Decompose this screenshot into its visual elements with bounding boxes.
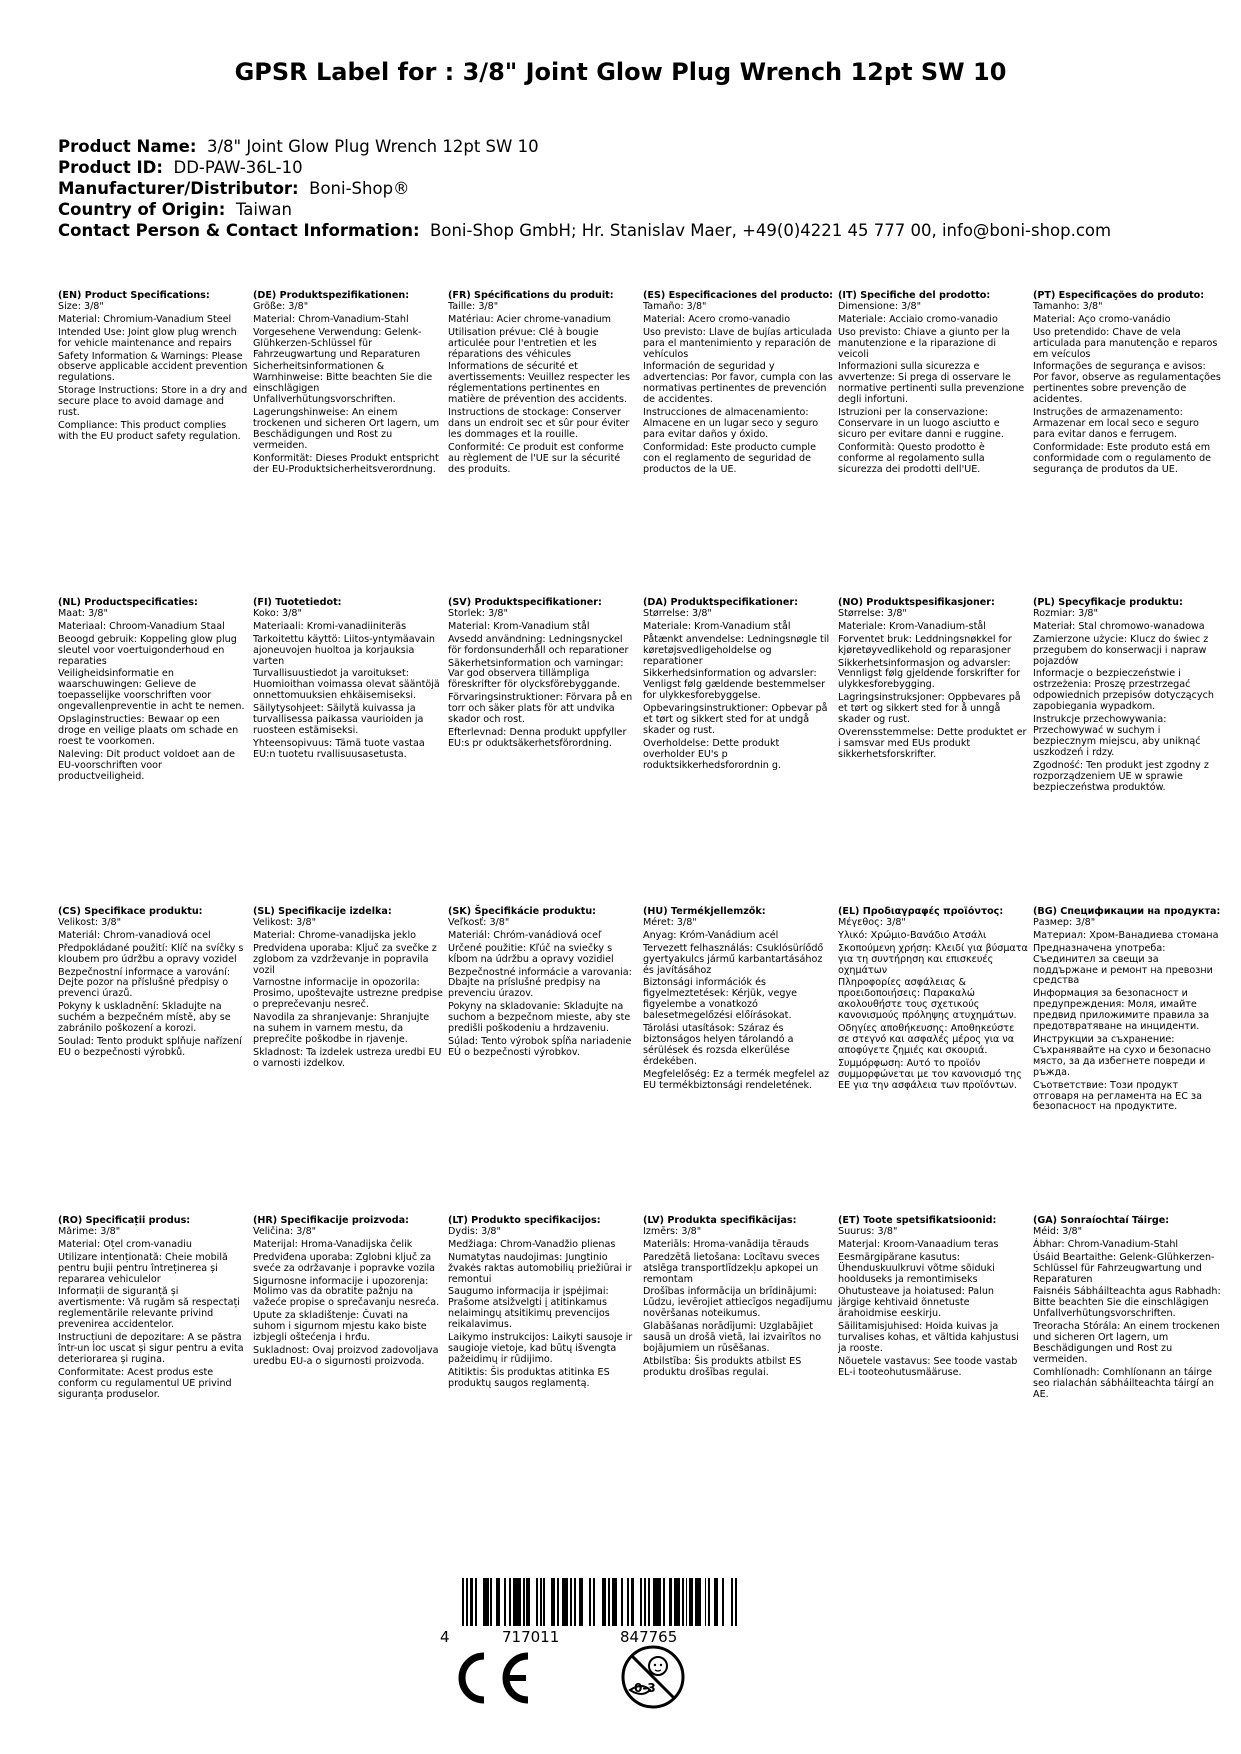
product-id-label: Product ID: [58, 158, 163, 177]
spec-item: Størrelse: 3/8" [643, 607, 712, 619]
barcode-digits [440, 1626, 739, 1646]
spec-block [448, 598, 638, 752]
spec-item: Numatytas naudojimas: Jungtinio žvakės raktas automobilių priežiūrai ir remontui [448, 1251, 632, 1285]
barcode-digits-left: 717011 [502, 1628, 560, 1646]
spec-item: Efterlevnad: Denna produkt uppfyller EU:s pr oduktsäkerhetsförordning. [448, 726, 627, 749]
spec-item: Konformität: Dieses Produkt entspricht der EU-Produktsicherheitsverordnung. [253, 452, 439, 475]
product-info [58, 136, 1111, 241]
spec-block-title: (HR) Specifikacije proizvoda: [253, 1215, 409, 1226]
spec-item: Soulad: Tento produkt splňuje nařízení EU o bezpečnosti výrobků. [58, 1035, 242, 1058]
spec-item: Съответствие: Този продукт отговаря на регламента на ЕС за безопасност на продуктите. [1033, 1079, 1202, 1113]
contact-value: Boni-Shop GmbH; Hr. Stanislav Maer, +49(0)4221 45 777 00, info@boni-shop.com [430, 221, 1112, 240]
product-name-value: 3/8" Joint Glow Plug Wrench 12pt SW 10 [206, 137, 539, 156]
spec-item: Материал: Хром-Ванадиева стомана [1033, 929, 1219, 941]
barcode-bar [737, 1578, 739, 1626]
spec-block-title: (NL) Productspecificaties: [58, 597, 198, 608]
spec-block [58, 291, 248, 445]
spec-item: Σκοπούμενη χρήση: Κλειδί για βύσματα για τη συντήρηση και επισκευές οχημάτων [838, 942, 1028, 976]
spec-item: Sukladnost: Ovaj proizvod zadovoljava uredbu EU-a o sigurnosti proizvoda. [253, 1344, 439, 1367]
spec-item: Material: Acero cromo-vanadio [643, 313, 791, 325]
manufacturer-row [58, 178, 1111, 199]
spec-block [1033, 598, 1223, 795]
spec-item: Předpokládané použití: Klíč na svíčky s kloubem pro údržbu a opravy vozidel [58, 942, 244, 965]
contact-label: Contact Person & Contact Information: [58, 221, 420, 240]
spec-item: Varnostne informacije in opozorila: Prosimo, upoštevajte ustrezne predpise o preprečevanju nesreč. [253, 977, 443, 1011]
spec-item: Izmērs: 3/8" [643, 1225, 702, 1237]
spec-block [1033, 291, 1223, 478]
barcode-bar [595, 1578, 603, 1626]
spec-item: Overholdelse: Dette produkt overholder EU's p roduktsikkerhedsforordnin g. [643, 737, 782, 771]
spec-item: Zamierzone użycie: Klucz do świec z przegubem do konserwacji i napraw pojazdów [1033, 633, 1209, 667]
spec-item: Инструкции за съхранение: Съхранявайте на сухо и безопасно място, за да избегнете повреди и ръжда. [1033, 1033, 1211, 1078]
spec-item: Säilitamisjuhised: Hoida kuivas ja turvalises kohas, et vältida kahjustusi ja rooste. [838, 1321, 1019, 1354]
spec-item: Lagerungshinweise: An einem trockenen und sicheren Ort lagern, um Beschädigungen und Rost zu vermeiden. [253, 407, 440, 451]
spec-item: Overensstemmelse: Dette produktet er i samsvar med EUs produkt sikkerhetsforskrifter. [838, 726, 1027, 760]
spec-item: Vorgesehene Verwendung: Gelenk-Glühkerzen-Schlüssel für Fahrzeugwartung und Reparaturen [253, 326, 422, 360]
spec-block [838, 907, 1028, 1094]
spec-item: Compliance: This product complies with the EU product safety regulation. [58, 419, 241, 442]
barcode-bars [462, 1578, 739, 1626]
spec-item: Méid: 3/8" [1033, 1225, 1083, 1237]
spec-block-title: (BG) Спецификации на продукта: [1033, 906, 1221, 917]
spec-item: Instrukcje przechowywania: Przechowywać w suchym i bezpiecznym miejscu, aby uniknąć uszkodzeń i rdzy. [1033, 714, 1201, 758]
spec-item: Naleving: Dit product voldoet aan de EU-voorschriften voor productveiligheid. [58, 748, 235, 782]
age-warning-0-3-icon [620, 1644, 686, 1714]
spec-item: Laikymo instrukcijos: Laikyti sausoje ir saugioje vietoje, kad būtų išvengta pažeidimų ir rūdijimo. [448, 1332, 633, 1365]
spec-item: Materijal: Hroma-Vanadijska čelik [253, 1238, 413, 1250]
spec-item: Uso previsto: Chiave a giunto per la manutenzione e la riparazione di veicoli [838, 326, 1010, 360]
spec-item: Navodila za shranjevanje: Shranjujte na suhem in varnem mestu, da preprečite poškodbe in rjavenje. [253, 1012, 430, 1045]
ce-mark-icon [448, 1650, 532, 1710]
spec-item: Koko: 3/8" [253, 607, 302, 619]
spec-block-title: (ET) Toote spetsifikatsioonid: [838, 1215, 997, 1226]
spec-item: Säilytysohjeet: Säilytä kuivassa ja turvallisessa paikassa vaurioiden ja ruosteen estämiseksi. [253, 703, 424, 736]
spec-item: Beoogd gebruik: Koppeling glow plug sleutel voor voertuigonderhoud en reparaties [58, 633, 237, 667]
spec-item: Conformità: Questo prodotto è conforme al regolamento sulla sicurezza dei prodotti dell'UE. [838, 441, 985, 475]
spec-item: Opslaginstructies: Bewaar op een droge en veilige plaats om schade en roest te voorkomen. [58, 714, 239, 747]
spec-item: Size: 3/8" [58, 300, 104, 312]
spec-item: Informations de sécurité et avertissements: Veuillez respecter les réglementations pertinentes en matière de prévention des accidents. [448, 361, 631, 406]
country-value: Taiwan [235, 200, 292, 219]
spec-block [253, 291, 443, 478]
product-name-row [58, 136, 1111, 157]
spec-block [643, 907, 833, 1094]
barcode-digits-right: 847765 [620, 1628, 678, 1646]
spec-item: Πληροφορίες ασφάλειας & προειδοποιήσεις: Παρακαλώ ακολουθήστε τους σχετικούς κανονισμούς πρόληψης ατυχημάτων. [838, 977, 1017, 1022]
spec-item: Comhlíonadh: Comhlíonann an táirge seo rialachán sábháilteachta táirgí an AE. [1033, 1366, 1214, 1400]
spec-item: Safety Information & Warnings: Please observe applicable accident prevention regulations. [58, 350, 248, 384]
spec-item: Ábhar: Chrom-Vanadium-Stahl [1033, 1238, 1179, 1250]
country-row [58, 199, 1111, 220]
spec-item: Atitiktis: Šis produktas atitinka ES produktų saugos reglamentą. [448, 1366, 610, 1389]
product-id-value: DD-PAW-36L-10 [173, 158, 303, 177]
spec-item: Størrelse: 3/8" [838, 607, 907, 619]
spec-item: Uso previsto: Llave de bujías articulada para el mantenimiento y reparación de vehículos [643, 326, 833, 360]
spec-item: Drošības informācija un brīdinājumi: Lūdzu, ievērojiet attiecīgos negadījumu novēršanas noteikumus. [643, 1286, 833, 1320]
spec-block-title: (SK) Špecifikácie produktu: [448, 906, 597, 917]
product-id-row [58, 157, 1111, 178]
spec-block-title: (NO) Produktspesifikasjoner: [838, 597, 995, 608]
spec-item: Matériau: Acier chrome-vanadium [448, 313, 612, 325]
spec-block [643, 291, 833, 478]
spec-item: Materiale: Krom-Vanadium stål [643, 620, 791, 632]
spec-item: Opbevaringsinstruktioner: Opbevar på et tørt og sikkert sted for at undgå skader og rust. [643, 703, 828, 736]
spec-item: Materiāls: Hroma-vanādija tērauds [643, 1238, 810, 1250]
spec-block [643, 1216, 833, 1381]
spec-item: Material: Krom-Vanadium stål [448, 620, 590, 632]
svg-text:0-3: 0-3 [634, 1681, 656, 1695]
spec-block [448, 291, 638, 478]
spec-item: Materiale: Krom-Vanadium-stål [838, 620, 986, 632]
spec-item: Paredzētā lietošana: Locītavu sveces atslēga transportlīdzekļu apkopei un remontam [643, 1251, 820, 1285]
spec-item: Materiaali: Kromi-vanadiiniteräs [253, 620, 407, 632]
spec-block [1033, 1216, 1223, 1403]
spec-block-title: (SV) Produktspecifikationer: [448, 597, 602, 608]
barcode [440, 1578, 739, 1646]
spec-item: Conformité: Ce produit est conforme au règlement de l'UE sur la sécurité des produits. [448, 441, 624, 475]
spec-item: Materiaal: Chroom-Vanadium Staal [58, 620, 225, 632]
spec-item: Material: Oțel crom-vanadiu [58, 1238, 192, 1250]
spec-item: Eesmärgipärane kasutus: Ühenduskuulkruvi võtme sõiduki hoolduseks ja remontimiseks [838, 1251, 995, 1285]
spec-block-title: (DE) Produktspezifikationen: [253, 290, 410, 301]
spec-item: Instructions de stockage: Conserver dans un endroit sec et sûr pour éviter les dommages et la rouille. [448, 407, 630, 440]
spec-item: Información de seguridad y advertencias: Por favor, cumpla con las normativas pertinentes de prevención de accidentes. [643, 361, 833, 406]
spec-item: Lagringsinstruksjoner: Oppbevares på et tørt og sikkert sted for å unngå skader og rust. [838, 692, 1021, 726]
spec-block-title: (GA) Sonraíochtaí Táirge: [1033, 1215, 1170, 1226]
spec-block-title: (IT) Specifiche del prodotto: [838, 290, 991, 301]
spec-item: Veličina: 3/8" [253, 1225, 317, 1237]
spec-block [1033, 907, 1223, 1115]
spec-item: Glabāšanas norādījumi: Uzglabājiet sausā un drošā vietā, lai izvairītos no bojājumiem un rūsēšanas. [643, 1321, 822, 1354]
spec-item: Material: Chrome-vanadijska jeklo [253, 929, 416, 941]
spec-block-title: (EN) Product Specifications: [58, 290, 210, 301]
spec-item: Instrucciones de almacenamiento: Almacene en un lugar seco y seguro para evitar daños y óxido. [643, 407, 819, 440]
contact-row [58, 220, 1111, 241]
spec-item: Velikost: 3/8" [253, 916, 317, 928]
spec-item: Информация за безопасност и предупреждения: Моля, имайте предвид приложимите правила за предотвратяване на инциденти. [1033, 988, 1210, 1033]
spec-item: Atbilstība: Šis produkts atbilst ES produktu drošības regulai. [643, 1355, 802, 1378]
spec-item: Intended Use: Joint glow plug wrench for vehicle maintenance and repairs [58, 326, 237, 349]
spec-item: Anyag: Króm-Vanádium acél [643, 929, 779, 941]
spec-item: Biztonsági információk és figyelmeztetések: Kérjük, vegye figyelembe a vonatkozó balesetmegelőzési előírásokat. [643, 977, 798, 1022]
spec-item: Instruções de armazenamento: Armazenar em local seco e seguro para evitar danos e ferrugem. [1033, 407, 1199, 440]
spec-item: Tarkoitettu käyttö: Liitos-yntymäavain ajoneuvojen huoltoa ja korjauksia varten [253, 633, 435, 667]
spec-item: Materiál: Chrom-vanadiová ocel [58, 929, 211, 941]
spec-item: Materiał: Stal chromowo-wanadowa [1033, 620, 1205, 632]
spec-item: Forventet bruk: Leddningsnøkkel for kjøretøyvedlikehold og reparasjoner [838, 633, 1012, 656]
spec-item: Úsáid Beartaithe: Gelenk-Glühkerzen-Schlüssel für Fahrzeugwartung und Reparaturen [1033, 1251, 1215, 1285]
spec-block-title: (CS) Specifikace produktu: [58, 906, 203, 917]
country-label: Country of Origin: [58, 200, 226, 219]
spec-item: Storlek: 3/8" [448, 607, 508, 619]
spec-item: Predviđena uporaba: Zglobni ključ za svećе za održavanje i popravke vozila [253, 1251, 436, 1274]
spec-item: Informazioni sulla sicurezza e avvertenze: Si prega di osservare le normative pertinenti sulla prevenzione degli infortuni. [838, 361, 1025, 406]
spec-item: Συμμόρφωση: Αυτό το προϊόν συμμορφώνεται με τον κανονισμό της ΕΕ για την ασφάλεια των προϊόντων. [838, 1057, 1022, 1091]
spec-block [253, 598, 443, 763]
spec-item: Velikost: 3/8" [58, 916, 122, 928]
spec-item: Treoracha Stórála: An einem trockenen und sicheren Ort lagern, um Beschädigungen und Rost zu vermeiden. [1033, 1321, 1220, 1365]
spec-item: Предназначена употреба: Съединител за свещи за поддържане и ремонт на превозни средства [1033, 942, 1213, 987]
spec-item: Förvaringsinstruktioner: Förvara på en torr och säker plats för att undvika skador och rost. [448, 692, 633, 726]
spec-item: Tárolási utasítások: Száraz és biztonságos helyen tárolandó a sérülések és rozsda elkerülése érdekében. [643, 1023, 794, 1067]
spec-item: Bezpečnostní informace a varování: Dejte pozor na příslušné předpisy o prevenci úrazů. [58, 966, 231, 1000]
spec-item: Taille: 3/8" [448, 300, 499, 312]
spec-item: Sikkerhedsinformation og advarsler: Venligst følg gældende bestemmelser for ulykkesforebyggelse. [643, 668, 826, 702]
spec-item: Οδηγίες αποθήκευσης: Αποθηκεύστε σε στεγνό και ασφαλές μέρος για να αποφύγετε ζημιές και σκουριά. [838, 1023, 1015, 1056]
spec-item: Größe: 3/8" [253, 300, 309, 312]
spec-item: Yhteensopivuus: Tämä tuote vastaa EU:n tuotetu rvallisuusasetusta. [253, 737, 425, 760]
spec-block [448, 1216, 638, 1392]
spec-item: Tamanho: 3/8" [1033, 300, 1103, 312]
spec-block-title: (EL) Προδιαγραφές προϊόντος: [838, 906, 1004, 917]
spec-item: Conformidad: Este producto cumple con el reglamento de seguridad de productos de la UE. [643, 441, 816, 475]
spec-item: Material: Chromium-Vanadium Steel [58, 313, 232, 325]
spec-item: Utilizare intenționată: Cheie mobilă pentru bujii pentru întreținerea și repararea vehiculelor [58, 1251, 228, 1285]
spec-item: Dydis: 3/8" [448, 1225, 501, 1237]
spec-block-title: (HU) Termékjellemzők: [643, 906, 766, 917]
spec-item: Materiale: Acciaio cromo-vanadio [838, 313, 998, 325]
spec-block [253, 907, 443, 1072]
spec-block-title: (LT) Produkto specifikacijos: [448, 1215, 601, 1226]
spec-item: Informacje o bezpieczeństwie i ostrzeżenia: Proszę przestrzegać odpowiednich przepisów dotyczących zapobiegania wypadkom. [1033, 668, 1214, 713]
spec-item: Material: Aço cromo-vanádio [1033, 313, 1171, 325]
product-name-label: Product Name: [58, 137, 197, 156]
spec-item: Material: Chrom-Vanadium-Stahl [253, 313, 409, 325]
spec-block [448, 907, 638, 1061]
manufacturer-value: Boni-Shop® [309, 179, 410, 198]
spec-item: Istruzioni per la conservazione: Conservare in un luogo asciutto e sicuro per evitare danni e ruggine. [838, 407, 1004, 440]
manufacturer-label: Manufacturer/Distributor: [58, 179, 299, 198]
spec-item: Upute za skladištenje: Čuvati na suhom i sigurnom mjestu kako biste izbjegli oštećenja i hrđu. [253, 1310, 427, 1344]
spec-item: Informații de siguranță și avertismente: Vă rugăm să respectați reglementările relevante privind prevenirea accidentelor. [58, 1286, 240, 1331]
spec-block-title: (PL) Specyfikacje produktu: [1033, 597, 1183, 608]
spec-item: Sigurnosne informacije i upozorenja: Molimo vas da obratite pažnju na važeće propise o sprečavanju nesreća. [253, 1275, 440, 1309]
spec-item: Suurus: 3/8" [838, 1225, 898, 1237]
spec-item: Materjal: Kroom-Vanaadium teras [838, 1238, 999, 1250]
spec-block-title: (PT) Especificações do produto: [1033, 290, 1205, 301]
spec-item: Mărime: 3/8" [58, 1225, 121, 1237]
spec-block-title: (ES) Especificaciones del producto: [643, 290, 834, 301]
spec-item: Ohutusteave ja hoiatused: Palun järgige kehtivaid õnnetuste ärahoidmise eeskirju. [838, 1286, 994, 1320]
spec-item: Zgodność: Ten produkt jest zgodny z rozporządzeniem UE w sprawie bezpieczeństwa produktów. [1033, 759, 1209, 793]
spec-item: Veľkosť: 3/8" [448, 916, 510, 928]
spec-item: Maat: 3/8" [58, 607, 108, 619]
barcode-digit-first: 4 [440, 1628, 450, 1646]
spec-item: Pokyny na skladovanie: Skladujte na suchom a bezpečnom mieste, aby ste predišli poškodeniu a hrdzaveniu. [448, 1001, 631, 1035]
spec-item: Rozmiar: 3/8" [1033, 607, 1098, 619]
spec-block [253, 1216, 443, 1370]
barcode-bar [513, 1578, 521, 1626]
spec-block-title: (FI) Tuotetiedot: [253, 597, 342, 608]
spec-block-title: (RO) Specificații produs: [58, 1215, 191, 1226]
barcode-bar [724, 1578, 732, 1626]
spec-item: Размер: 3/8" [1033, 916, 1096, 928]
spec-item: Utilisation prévue: Clé à bougie articulée pour l'entretien et les réparations des véhicules [448, 326, 599, 360]
page-title: GPSR Label for : 3/8" Joint Glow Plug Wrench 12pt SW 10 [234, 58, 1007, 86]
spec-item: Säkerhetsinformation och varningar: Var god observera tillämpliga föreskrifter för olycksförebyggande. [448, 657, 624, 691]
spec-item: Uso pretendido: Chave de vela articulada para manutenção e reparos em veículos [1033, 326, 1218, 360]
spec-item: Megfelelőség: Ez a termék megfelel az EU termékbiztonsági rendeletének. [643, 1068, 830, 1091]
spec-block [58, 907, 248, 1061]
spec-block [643, 598, 833, 774]
spec-block [838, 291, 1028, 478]
spec-item: Turvallisuustiedot ja varoitukset: Huomioithan voimassa olevat sääntöjä onnettomuuksien ehkäisemiseksi. [253, 668, 440, 702]
spec-item: Materiál: Chróm-vanádiová oceľ [448, 929, 602, 941]
spec-item: Veiligheidsinformatie en waarschuwingen: Gelieve de toepasselijke voorschriften voor ongevallenpreventie in acht te nemen. [58, 668, 245, 713]
spec-block-title: (DA) Produktspecifikationer: [643, 597, 798, 608]
spec-item: Sikkerhetsinformasjon og advarsler: Vennligst følg gjeldende forskrifter for ulykkesforebygging. [838, 657, 1021, 691]
spec-item: Saugumo informacija ir įspėjimai: Prašome atsižvelgti į atitinkamus nelaimingų atsitikimų prevencijos reikalavimus. [448, 1286, 610, 1331]
spec-block-title: (LV) Produkta specifikācijas: [643, 1215, 797, 1226]
spec-item: Skladnost: Ta izdelek ustreza uredbi EU o varnosti izdelkov. [253, 1046, 442, 1069]
spec-item: Súlad: Tento výrobok spĺňa nariadenie EÚ o bezpečnosti výrobkov. [448, 1035, 632, 1058]
spec-item: Storage Instructions: Store in a dry and secure place to avoid damage and rust. [58, 385, 248, 419]
spec-item: Určené použitie: Kľúč na sviečky s kĺbom na údržbu a opravy vozidiel [448, 942, 614, 965]
spec-item: Tamaño: 3/8" [643, 300, 707, 312]
spec-item: Conformidade: Este produto está em conformidade com o regulamento de segurança de produtos da UE. [1033, 441, 1212, 475]
spec-block-title: (FR) Spécifications du produit: [448, 290, 614, 301]
spec-item: Dimensione: 3/8" [838, 300, 922, 312]
spec-item: Informações de segurança e avisos: Por favor, observe as regulamentações pertinentes sobre prevenção de acidentes. [1033, 361, 1221, 406]
spec-block [838, 1216, 1028, 1381]
spec-item: Tervezett felhasználás: Csuklósüríődő gyertyakulcs jármű karbantartásához és javításához [643, 942, 824, 976]
spec-item: Sicherheitsinformationen & Warnhinweise: Bitte beachten Sie die einschlägigen Unfallverhütungsvorschriften. [253, 361, 433, 406]
spec-item: Méret: 3/8" [643, 916, 697, 928]
spec-item: Μέγεθος: 3/8" [838, 916, 906, 928]
spec-block [58, 598, 248, 785]
spec-item: Instrucțiuni de depozitare: A se păstra într-un loc uscat și sigur pentru a evita deteriorarea și rugina. [58, 1332, 244, 1365]
spec-item: Faisnéis Sábháilteachta agus Rabhadh: Bitte beachten Sie die einschlägigen Unfallverhütungsvorschriften. [1033, 1286, 1221, 1320]
spec-item: Bezpečnostné informácie a varovania: Dbajte na príslušné predpisy na prevenciu úrazov. [448, 966, 632, 1000]
spec-item: Predvidena uporaba: Ključ za svečke z zglobom za vzdrževanje in popravila vozil [253, 942, 437, 976]
spec-item: Avsedd användning: Ledningsnyckel för fordonsunderhåll och reparationer [448, 633, 629, 656]
spec-block [838, 598, 1028, 763]
spec-item: Conformitate: Acest produs este conform cu regulamentul UE privind siguranța produselor. [58, 1366, 232, 1400]
barcode-bar [653, 1578, 661, 1626]
spec-item: Medžiaga: Chrom-Vanadžio plienas [448, 1238, 616, 1250]
spec-item: Pokyny k uskladnění: Skladujte na suchém a bezpečném místě, aby se zabránilo poškození a korozi. [58, 1001, 231, 1035]
spec-block-title: (SL) Specifikacije izdelka: [253, 906, 392, 917]
spec-item: Påtænkt anvendelse: Ledningsnøgle til køretøjsvedligeholdelse og reparationer [643, 633, 830, 667]
spec-block [58, 1216, 248, 1403]
spec-item: Nõuetele vastavus: See toode vastab EL-i tooteohutusmääruse. [838, 1355, 1018, 1378]
spec-item: Υλικό: Χρώμιο-Βανάδιο Ατσάλι [838, 929, 987, 941]
